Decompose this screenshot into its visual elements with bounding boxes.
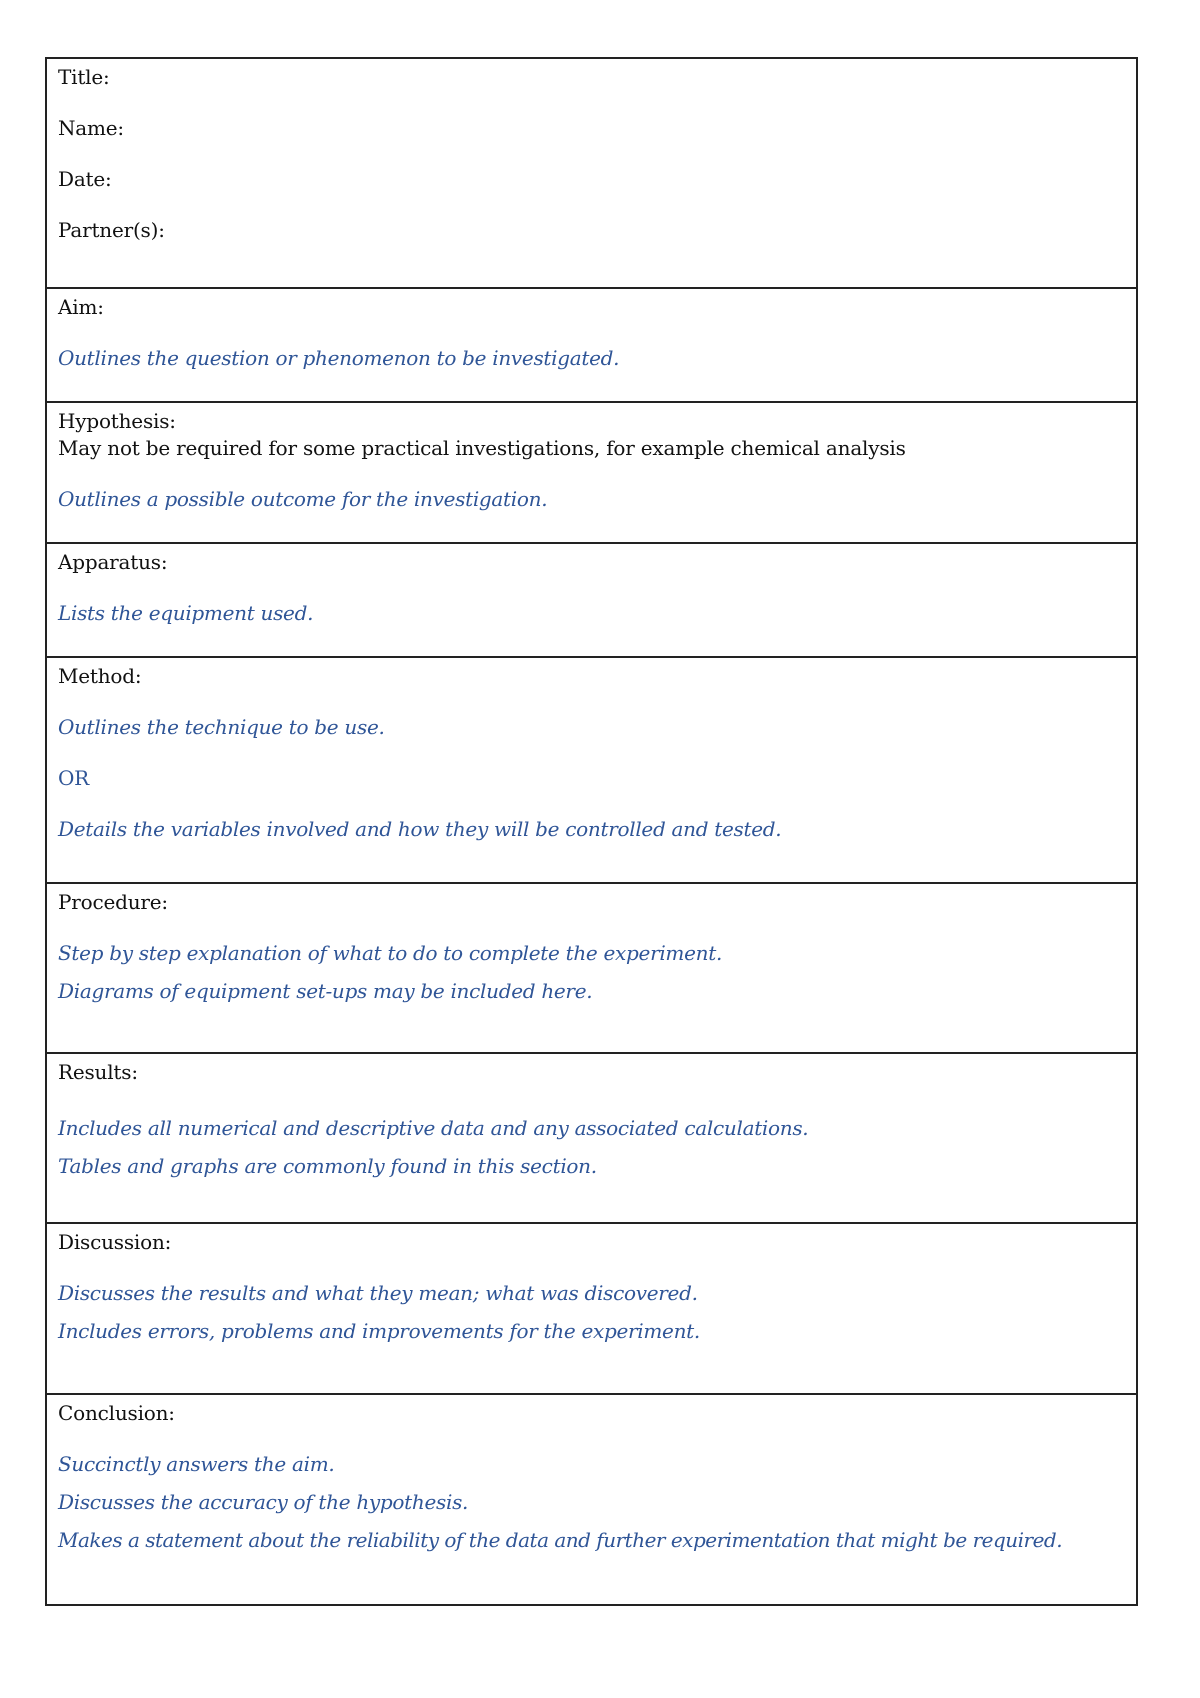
report-template-table xyxy=(45,57,1138,1606)
aim-section xyxy=(47,287,1136,401)
method-hint-variables: Details the variables involved and how they will be controlled and tested. xyxy=(58,817,782,841)
apparatus-hint: Lists the equipment used. xyxy=(58,601,314,625)
procedure-label: Procedure: xyxy=(58,890,168,914)
conclusion-hint-reliability: Makes a statement about the reliability of the data and further experimentation that might be required. xyxy=(58,1528,1063,1552)
results-hint-data: Includes all numerical and descriptive data and any associated calculations. xyxy=(58,1116,809,1140)
conclusion-label: Conclusion: xyxy=(58,1401,175,1425)
results-label: Results: xyxy=(58,1060,138,1084)
hypothesis-hint: Outlines a possible outcome for the investigation. xyxy=(58,487,548,511)
discussion-section xyxy=(47,1222,1136,1393)
conclusion-hint-hypothesis: Discusses the accuracy of the hypothesis. xyxy=(58,1490,469,1514)
results-hint-tables: Tables and graphs are commonly found in this section. xyxy=(58,1154,597,1178)
date-label: Date: xyxy=(58,167,112,191)
method-label: Method: xyxy=(58,664,142,688)
conclusion-hint-aim: Succinctly answers the aim. xyxy=(58,1452,335,1476)
procedure-hint-diagrams: Diagrams of equipment set-ups may be included here. xyxy=(58,979,593,1003)
aim-label: Aim: xyxy=(58,295,104,319)
method-hint-technique: Outlines the technique to be use. xyxy=(58,715,385,739)
procedure-hint-steps: Step by step explanation of what to do to complete the experiment. xyxy=(58,941,723,965)
hypothesis-note: May not be required for some practical investigations, for example chemical analysis xyxy=(58,436,906,460)
discussion-hint-results: Discusses the results and what they mean; what was discovered. xyxy=(58,1281,698,1305)
discussion-hint-errors: Includes errors, problems and improvements for the experiment. xyxy=(58,1319,700,1343)
title-label: Title: xyxy=(58,65,110,89)
hypothesis-section xyxy=(47,401,1136,542)
name-label: Name: xyxy=(58,116,124,140)
apparatus-section xyxy=(47,542,1136,656)
method-section xyxy=(47,656,1136,882)
discussion-label: Discussion: xyxy=(58,1230,172,1254)
hypothesis-label: Hypothesis: xyxy=(58,409,176,433)
apparatus-label: Apparatus: xyxy=(58,550,168,574)
conclusion-section xyxy=(47,1393,1136,1604)
method-or-text: OR xyxy=(58,766,89,790)
header-section xyxy=(47,59,1136,287)
results-section xyxy=(47,1052,1136,1222)
procedure-section xyxy=(47,882,1136,1052)
aim-hint: Outlines the question or phenomenon to be investigated. xyxy=(58,346,620,370)
partners-label: Partner(s): xyxy=(58,218,165,242)
